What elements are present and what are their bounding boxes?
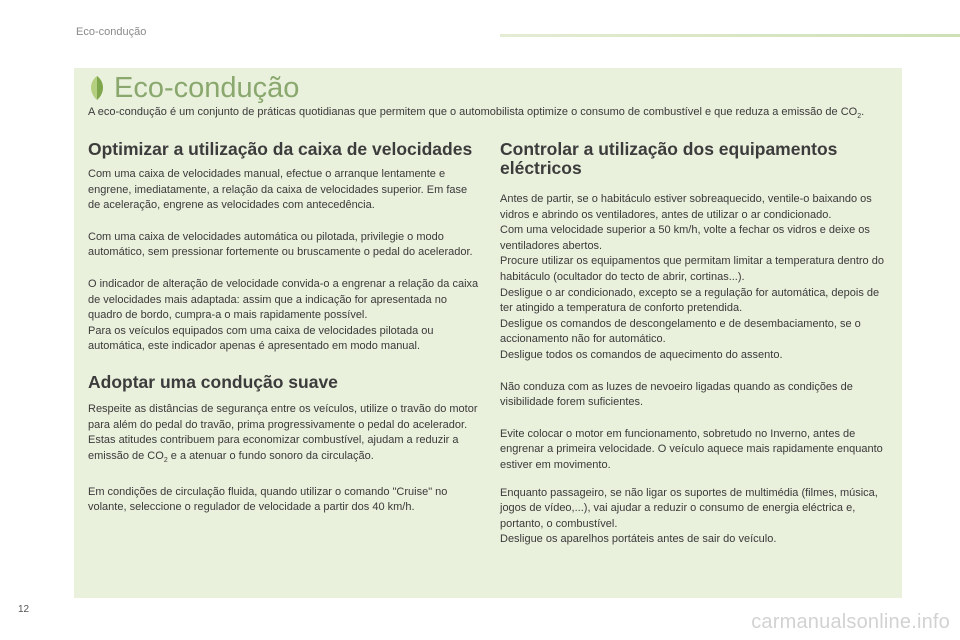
paragraph-line: Com uma velocidade superior a 50 km/h, volte a fechar os vidros e deixe os ventiladores abertos. [500,224,870,252]
left-column [88,140,480,516]
heading-smooth-driving: Adoptar uma condução suave [88,371,338,392]
paragraph-line: Desligue o ar condicionado, excepto se a regulação for automática, depois de ter atingido a temperatura de conforto pretendida. [500,286,880,315]
paragraph-gear-indicator-note: Para os veículos equipados com uma caixa de velocidades pilotada ou automática, este indicador apenas é apresentado em modo manual. [88,324,434,353]
header-rule [500,34,960,37]
paragraph-line: Desligue os comandos de descongelamento e de desembaciamento, se o accionamento não for automático. [500,317,861,346]
header-section-label: Eco-condução [76,26,147,38]
paragraph-engine-warmup: Evite colocar o motor em funcionamento, sobretudo no Inverno, antes de engrenar a primeira velocidade. O veículo aquece mais rapidamente enquanto estiver em movimento. [500,427,883,471]
page-number: 12 [18,604,30,615]
paragraph-cruise-control: Em condições de circulação fluida, quando utilizar o comando "Cruise" no volante, seleccione o regulador de velocidade a partir dos 40 km/h. [88,485,448,514]
paragraph-gear-indicator: O indicador de alteração de velocidade convida-o a engrenar a relação da caixa de velocidades mais adaptada: assim que a indicação for apresentada no quadro de bordo, cumpra-a o mais rapidamente possível. [88,277,479,322]
paragraph-manual-gearbox: Com uma caixa de velocidades manual, efectue o arranque lentamente e engrene, imediatamente, a relação da caixa de velocidades superior. Em fase de aceleração, engrene as velocidades com antecedência. [88,168,468,212]
page-title: Eco-condução [114,72,300,104]
paragraph-line: Enquanto passageiro, se não ligar os suportes de multimédia (filmes, música, jogos de vídeo,...), vai ajudar a reduzir o consumo de energia eléctrica e, portanto, o combustível. [500,486,878,530]
paragraph-automatic-gearbox: Com uma caixa de velocidades automática ou pilotada, privilegie o modo automático, sem pressionar fortemente ou bruscamente o pedal do acelerador. [88,230,473,259]
paragraph-group-multimedia [500,486,892,548]
intro-paragraph: A eco-condução é um conjunto de práticas quotidianas que permitem que o automobilista optimize o consumo de combustível e que reduza a emissão de $CO_2$. [88,106,865,121]
paragraph-line: Procure utilizar os equipamentos que permitam limitar a temperatura dentro do habitáculo (ocultador do tecto de abrir, cortinas...). [500,255,884,283]
right-column [500,140,892,548]
paragraph-line: Desligue os aparelhos portáteis antes de sair do veículo. [500,533,777,546]
paragraph-group-ventilation [500,192,892,364]
paragraph-line: Desligue todos os comandos de aquecimento do assento. [500,348,783,361]
heading-electrical-equipment: Controlar a utilização dos equipamentos eléctricos [500,139,838,178]
leaf-icon [86,75,108,101]
paragraph-safety-distance: Respeite as distâncias de segurança entre os veículos, utilize o travão do motor para além do pedal do travão, prima progressivamente o pedal do acelerador. Estas atitudes contribuem para economizar combustível, ajudam a reduzir a emissão de $CO_2$ e a atenuar o fundo sonoro da circulação. [88,402,478,464]
watermark: carmanualsonline.info [751,611,950,633]
paragraph-fog-lights: Não conduza com as luzes de nevoeiro ligadas quando as condições de visibilidade forem suficientes. [500,380,853,409]
paragraph-line: Antes de partir, se o habitáculo estiver sobreaquecido, ventile-o baixando os vidros e abrindo os ventiladores, antes de utilizar o ar condicionado. [500,193,872,221]
heading-gearbox: Optimizar a utilização da caixa de velocidades [88,139,473,159]
